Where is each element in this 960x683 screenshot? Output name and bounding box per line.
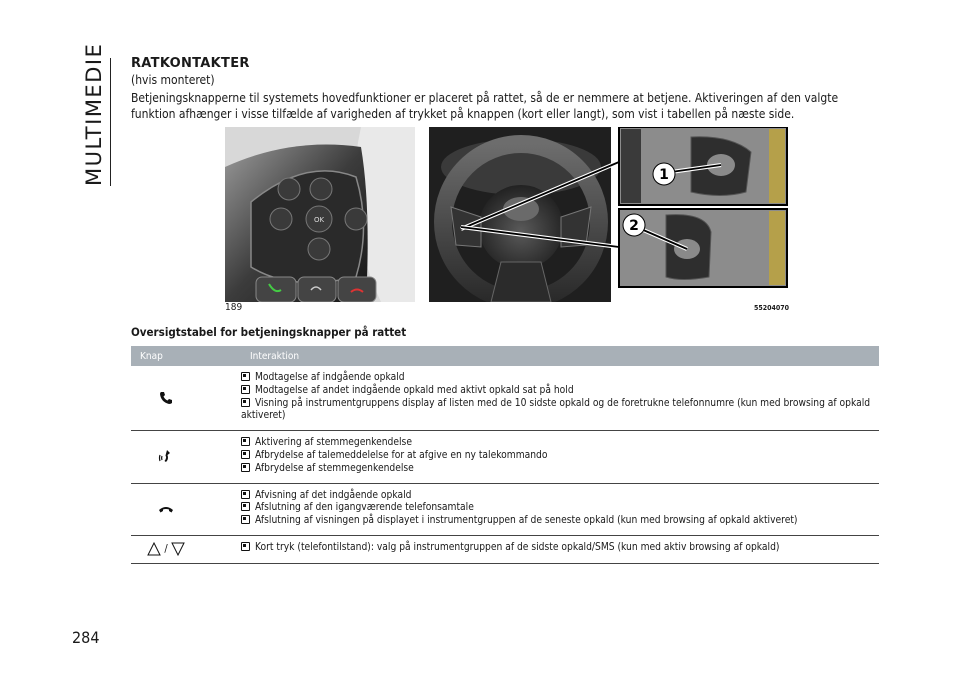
bullet-icon: [241, 398, 250, 407]
control-closeup-panel: [225, 127, 415, 302]
row-item: Afbrydelse af stemmegenkendelse: [255, 462, 414, 474]
table-row: [131, 431, 879, 483]
header-knap: Knap: [140, 350, 163, 362]
table-header: [131, 346, 879, 366]
figure-caption: 189: [225, 302, 243, 313]
phone-accept-icon: [159, 391, 173, 405]
arrow-up-icon: [147, 542, 161, 556]
steering-wheel-photo: [131, 127, 879, 302]
figure-code: 55204070: [754, 304, 790, 312]
bullet-icon: [241, 385, 250, 394]
row-item: Afslutning af den igangværende telefonsamtale: [255, 502, 474, 514]
callout-2: 2: [629, 218, 639, 234]
section-tab: [82, 42, 111, 186]
wheel-panel: [429, 127, 611, 302]
callout-1: 1: [659, 167, 669, 183]
row-item: Modtagelse af indgående opkald: [255, 372, 405, 383]
detail-panel-2: [619, 209, 787, 287]
bullet-icon: [241, 515, 250, 524]
icon-separator: /: [164, 542, 168, 556]
row-item: Aktivering af stemmegenkendelse: [255, 437, 412, 449]
row-item: Visning på instrumentgruppens display af listen med de 10 sidste opkald og de foretrukne telefonnumre (kun med browsing af opkald aktiveret): [241, 397, 871, 422]
phone-hangup-icon: [158, 504, 174, 514]
page-heading: RATKONTAKTER: [131, 56, 250, 71]
bullet-icon: [241, 502, 250, 511]
row-item: Afvisning af det indgående opkald: [255, 489, 412, 501]
bullet-icon: [241, 437, 250, 446]
ok-label: OK: [313, 216, 325, 224]
row-item: Kort tryk (telefontilstand): valg på instrumentgruppen af de sidste opkald/SMS (kun med aktiv browsing af opkald): [255, 541, 780, 553]
header-interaktion: Interaktion: [250, 350, 300, 362]
bullet-icon: [241, 372, 250, 381]
row-item: Afbrydelse af talemeddelelse for at afgive en ny talekommando: [255, 449, 548, 461]
bullet-icon: [241, 542, 250, 551]
intro-paragraph: Betjeningsknapperne til systemets hovedfunktioner er placeret på rattet, så de er nemmere at betjene. Aktiveringen af den valgte funktion afhænger i visse tilfælde af varigheden af trykket på knappen (kort eller langt), som vist i tabellen på næste side.: [131, 91, 839, 121]
section-label: MULTIMEDIE: [82, 42, 106, 186]
page-content: [131, 56, 879, 564]
bullet-icon: [241, 490, 250, 499]
page-number: 284: [72, 628, 100, 647]
steering-wheel-figure: [131, 127, 879, 319]
table-title: Oversigtstabel for betjeningsknapper på rattet: [131, 325, 407, 339]
bullet-icon: [241, 463, 250, 472]
arrow-down-icon: [171, 542, 185, 556]
bullet-icon: [241, 450, 250, 459]
page-subheading: (hvis monteret): [131, 73, 215, 87]
detail-panel-1: [619, 127, 787, 205]
table-row: [131, 536, 879, 564]
row-item: Modtagelse af andet indgående opkald med aktivt opkald sat på hold: [255, 384, 574, 396]
voice-command-icon: [158, 448, 174, 464]
table-row: [131, 366, 879, 431]
table-row: [131, 484, 879, 536]
row-item: Afslutning af visningen på displayet i instrumentgruppen af de seneste opkald (kun med browsing af opkald aktiveret): [255, 515, 798, 527]
